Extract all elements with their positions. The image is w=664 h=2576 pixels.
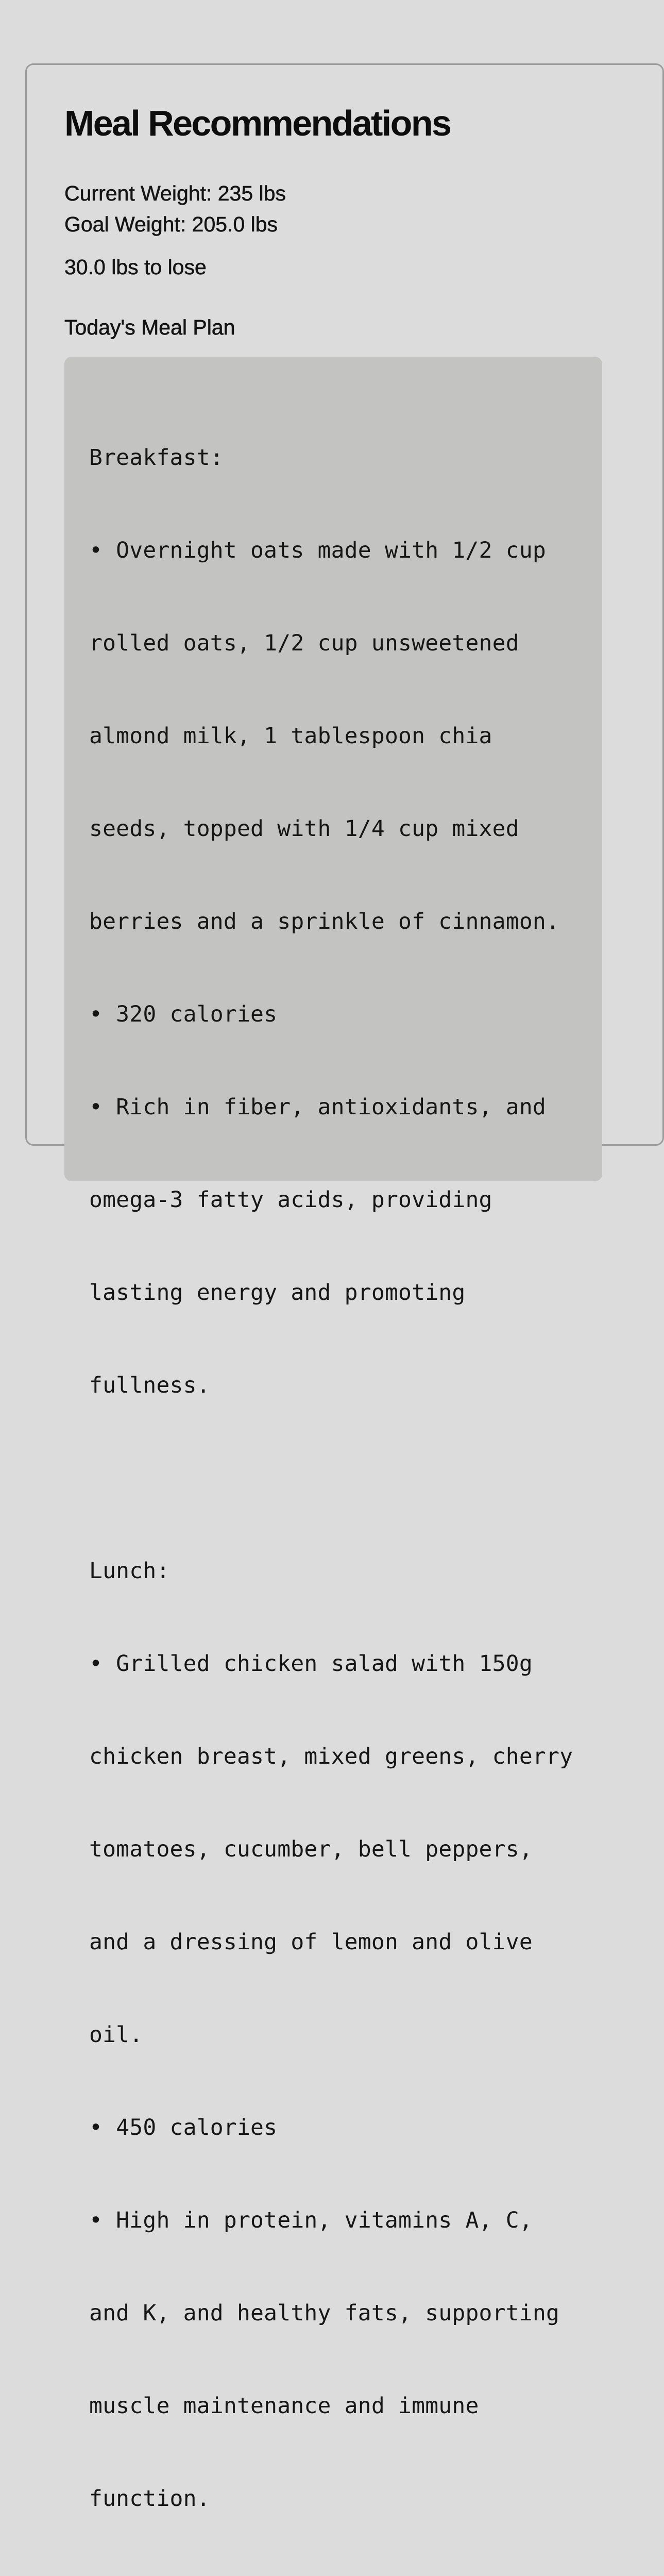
meal-plan-line: fullness. xyxy=(89,1373,210,1398)
meal-plan-line: rolled oats, 1/2 cup unsweetened xyxy=(89,630,519,656)
meal-plan-line: Lunch: xyxy=(89,1558,170,1584)
meal-plan-line: omega-3 fatty acids, providing xyxy=(89,1187,492,1213)
meal-plan-line: • High in protein, vitamins A, C, xyxy=(89,2207,533,2233)
meal-plan-line: oil. xyxy=(89,2022,143,2048)
meal-plan-line: berries and a sprinkle of cinnamon. xyxy=(89,909,560,934)
meal-plan-line: seeds, topped with 1/4 cup mixed xyxy=(89,816,519,842)
meal-plan-line: • Grilled chicken salad with 150g xyxy=(89,1651,533,1677)
meal-plan-line: lasting energy and promoting xyxy=(89,1280,466,1306)
meal-plan-line: almond milk, 1 tablespoon chia xyxy=(89,723,492,749)
current-weight: Current Weight: 235 lbs xyxy=(64,181,286,205)
meal-plan-line: Breakfast: xyxy=(89,445,224,471)
weight-to-lose: 30.0 lbs to lose xyxy=(64,255,207,279)
meal-plan-text xyxy=(89,380,573,2576)
meal-plan-line: • Overnight oats made with 1/2 cup xyxy=(89,538,546,563)
meal-plan-line: muscle maintenance and immune xyxy=(89,2393,479,2419)
meal-plan-line: function. xyxy=(89,2486,210,2512)
meal-plan-line: • Rich in fiber, antioxidants, and xyxy=(89,1094,546,1120)
meal-plan-line: and a dressing of lemon and olive xyxy=(89,1929,533,1955)
page-title: Meal Recommendations xyxy=(64,103,451,143)
meal-plan-line: and K, and healthy fats, supporting xyxy=(89,2300,560,2326)
goal-weight: Goal Weight: 205.0 lbs xyxy=(64,212,278,236)
meal-plan-line xyxy=(89,1463,573,1494)
meal-plan-line: • 450 calories xyxy=(89,2115,278,2140)
meal-plan-box xyxy=(64,357,602,2512)
meal-plan-line: • 320 calories xyxy=(89,1001,278,1027)
meal-recommendations-card xyxy=(25,63,664,2512)
meal-plan-heading: Today's Meal Plan xyxy=(64,315,235,339)
meal-plan-line: tomatoes, cucumber, bell peppers, xyxy=(89,1836,533,1862)
meal-plan-line: chicken breast, mixed greens, cherry xyxy=(89,1744,573,1769)
